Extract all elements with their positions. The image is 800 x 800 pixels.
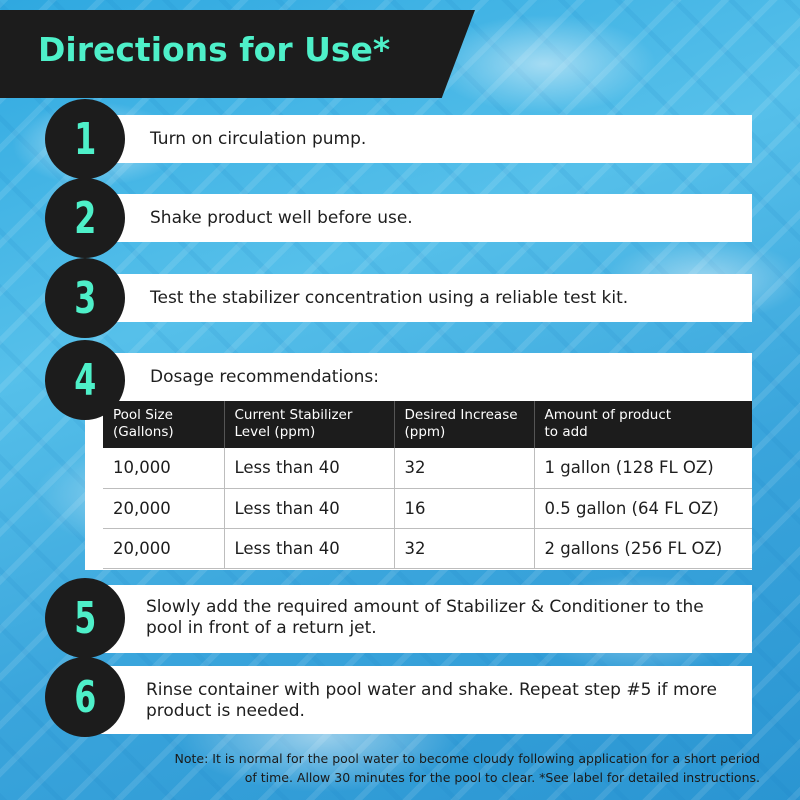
header-line: (ppm)	[404, 424, 446, 440]
step-2-text: Shake product well before use.	[150, 208, 413, 228]
cell-pool-size: 10,000	[103, 448, 224, 488]
header-line: Pool Size	[113, 407, 173, 423]
footnote	[40, 749, 760, 787]
table-row	[103, 488, 752, 528]
cell-desired-increase: 16	[394, 488, 534, 528]
cell-current-level: Less than 40	[224, 448, 394, 488]
step-1-text: Turn on circulation pump.	[150, 129, 367, 149]
footnote-line: Note: It is normal for the pool water to become cloudy following application for a short period	[174, 751, 760, 766]
dosage-table-header-row	[103, 401, 752, 448]
header-line: Desired Increase	[404, 407, 518, 423]
step-1-number: 1	[73, 113, 97, 165]
step-4-number: 4	[73, 354, 97, 406]
step-2-number: 2	[73, 192, 97, 244]
step-3-text: Test the stabilizer concentration using a reliable test kit.	[150, 288, 629, 308]
cell-current-level: Less than 40	[224, 488, 394, 528]
header-current-level	[224, 401, 394, 448]
cell-current-level: Less than 40	[224, 528, 394, 568]
step-5-badge	[45, 578, 125, 658]
cell-amount: 1 gallon (128 FL OZ)	[534, 448, 752, 488]
step-6-number: 6	[73, 671, 97, 723]
header-amount	[534, 401, 752, 448]
step-4-text: Dosage recommendations:	[150, 367, 379, 387]
cell-desired-increase: 32	[394, 528, 534, 568]
step-1-badge	[45, 99, 125, 179]
step-3-number: 3	[73, 272, 97, 324]
step-6-badge	[45, 657, 125, 737]
cell-desired-increase: 32	[394, 448, 534, 488]
header-pool-size	[103, 401, 224, 448]
header-line: (Gallons)	[113, 424, 174, 440]
step-2-badge	[45, 178, 125, 258]
cell-pool-size: 20,000	[103, 528, 224, 568]
header-line: to add	[544, 424, 588, 440]
header-desired-increase	[394, 401, 534, 448]
header-line: Amount of product	[544, 407, 672, 423]
dosage-table	[103, 401, 752, 569]
step-3-badge	[45, 258, 125, 338]
header-line: Level (ppm)	[234, 424, 316, 440]
step-5-text: Slowly add the required amount of Stabilizer & Conditioner to the pool in front of a return jet.	[146, 597, 704, 638]
step-5-number: 5	[73, 592, 97, 644]
cell-pool-size: 20,000	[103, 488, 224, 528]
cell-amount: 2 gallons (256 FL OZ)	[534, 528, 752, 568]
table-row	[103, 448, 752, 488]
cell-amount: 0.5 gallon (64 FL OZ)	[534, 488, 752, 528]
step-6-text: Rinse container with pool water and shake. Repeat step #5 if more product is needed.	[146, 680, 717, 721]
page-title: Directions for Use*	[38, 30, 391, 69]
footnote-line: of time. Allow 30 minutes for the pool to clear. *See label for detailed instructions.	[244, 770, 760, 785]
header-line: Current Stabilizer	[234, 407, 353, 423]
table-row	[103, 528, 752, 568]
